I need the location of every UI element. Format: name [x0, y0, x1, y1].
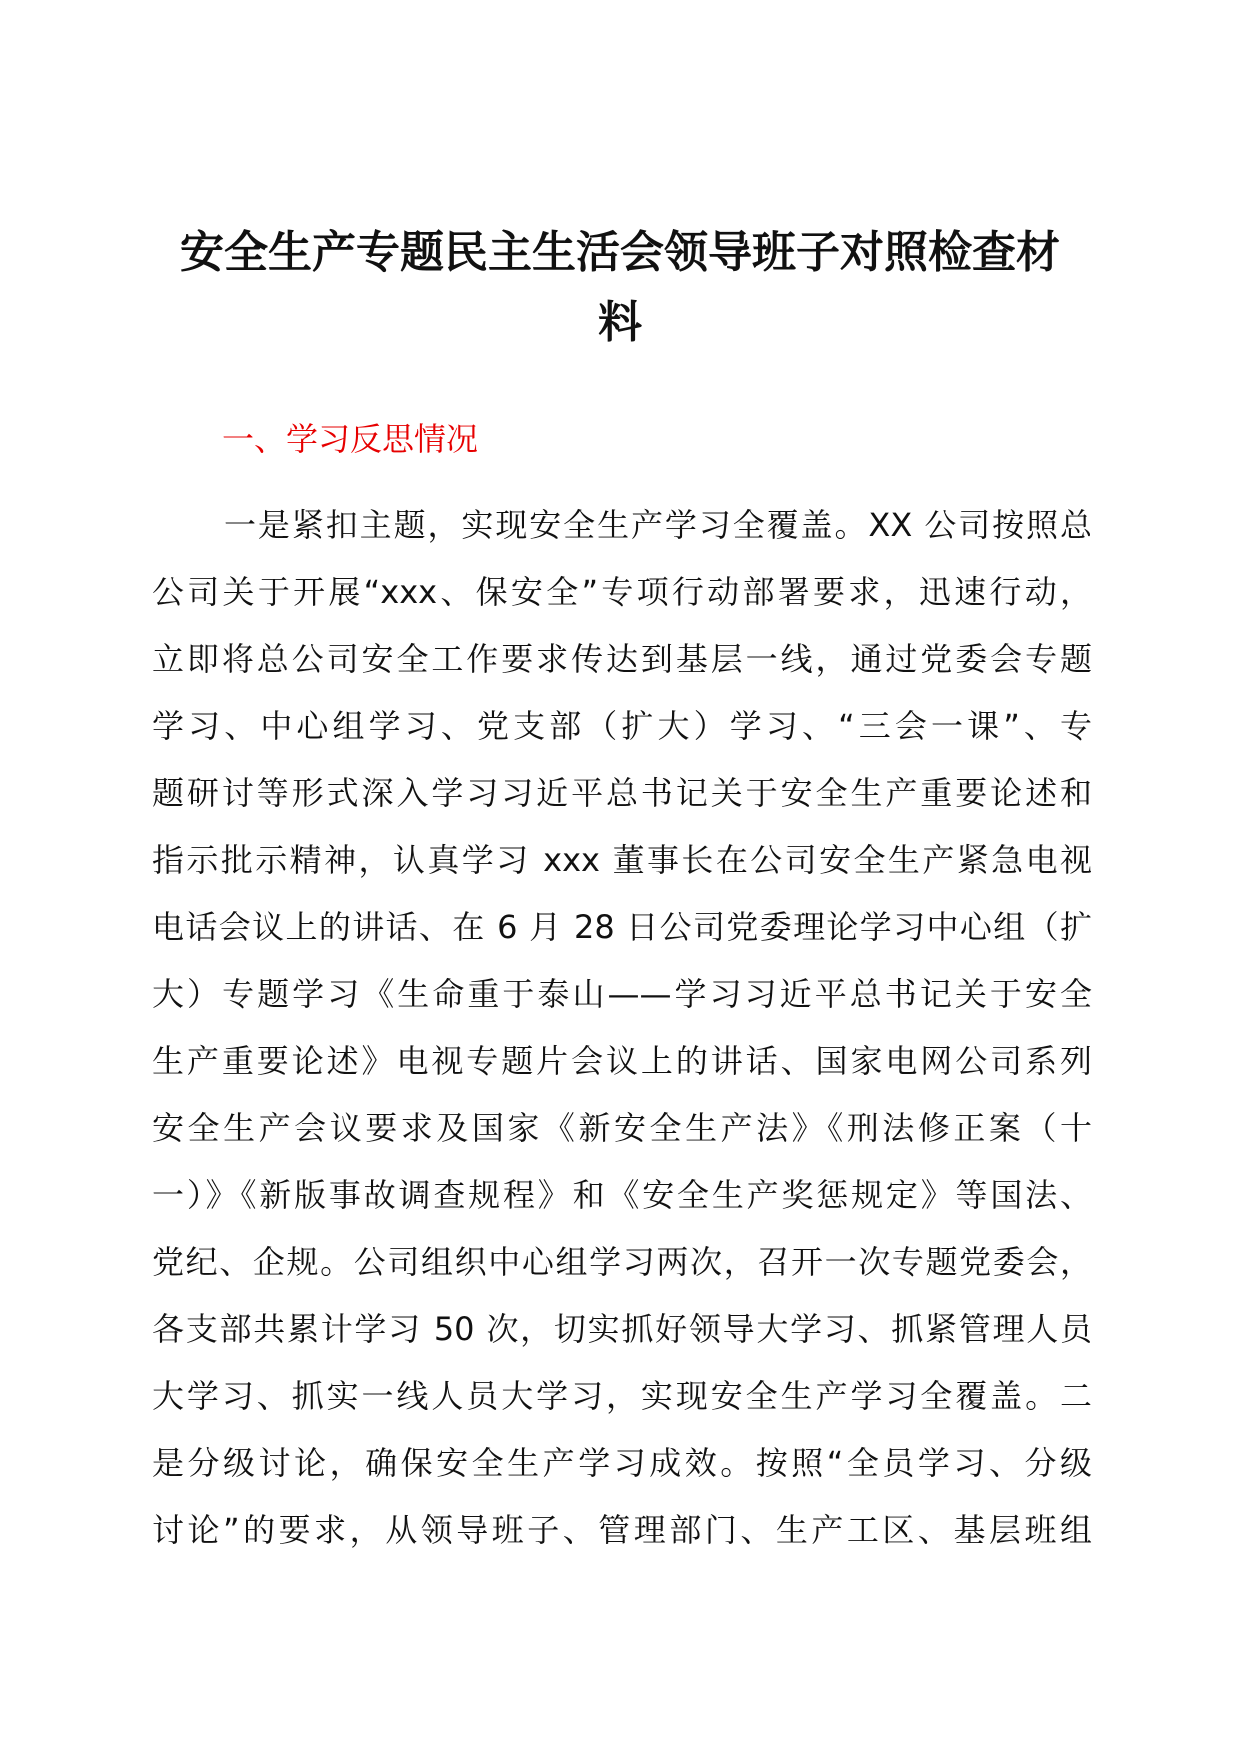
paragraph-line: 各支部共累计学习 50 次，切实抓好领导大学习、抓紧管理人员	[152, 1310, 1092, 1348]
paragraph-line: 公司关于开展“xxx、保安全”专项行动部署要求，迅速行动，	[152, 573, 1092, 611]
paragraph-line: 一）》《新版事故调查规程》和《安全生产奖惩规定》等国法、	[152, 1176, 1092, 1214]
document-title	[150, 218, 1090, 358]
paragraph-line: 大）专题学习《生命重于泰山——学习习近平总书记关于安全	[152, 975, 1092, 1013]
paragraph-line: 党纪、企规。公司组织中心组学习两次，召开一次专题党委会，	[152, 1243, 1092, 1281]
document-title-line-1: 安全生产专题民主生活会领导班子对照检查材	[180, 227, 1060, 278]
paragraph-line: 生产重要论述》电视专题片会议上的讲话、国家电网公司系列	[152, 1042, 1092, 1080]
paragraph-line: 题研讨等形式深入学习习近平总书记关于安全生产重要论述和	[152, 774, 1092, 812]
paragraph-line: 一是紧扣主题，实现安全生产学习全覆盖。XX 公司按照总	[224, 506, 1092, 544]
paragraph-line: 讨论”的要求，从领导班子、管理部门、生产工区、基层班组	[152, 1511, 1092, 1549]
body-paragraph	[152, 492, 1092, 1564]
document-title-line-2: 料	[598, 297, 642, 348]
paragraph-line: 电话会议上的讲话、在 6 月 28 日公司党委理论学习中心组（扩	[152, 908, 1092, 946]
paragraph-line: 是分级讨论，确保安全生产学习成效。按照“全员学习、分级	[152, 1444, 1092, 1482]
paragraph-line: 大学习、抓实一线人员大学习，实现安全生产学习全覆盖。二	[152, 1377, 1092, 1415]
paragraph-line: 安全生产会议要求及国家《新安全生产法》《刑法修正案（十	[152, 1109, 1092, 1147]
paragraph-line: 立即将总公司安全工作要求传达到基层一线，通过党委会专题	[152, 640, 1092, 678]
paragraph-line: 指示批示精神，认真学习 xxx 董事长在公司安全生产紧急电视	[152, 841, 1092, 879]
paragraph-line: 学习、中心组学习、党支部（扩大）学习、“三会一课”、专	[152, 707, 1092, 745]
section-heading: 一、学习反思情况	[222, 420, 479, 458]
